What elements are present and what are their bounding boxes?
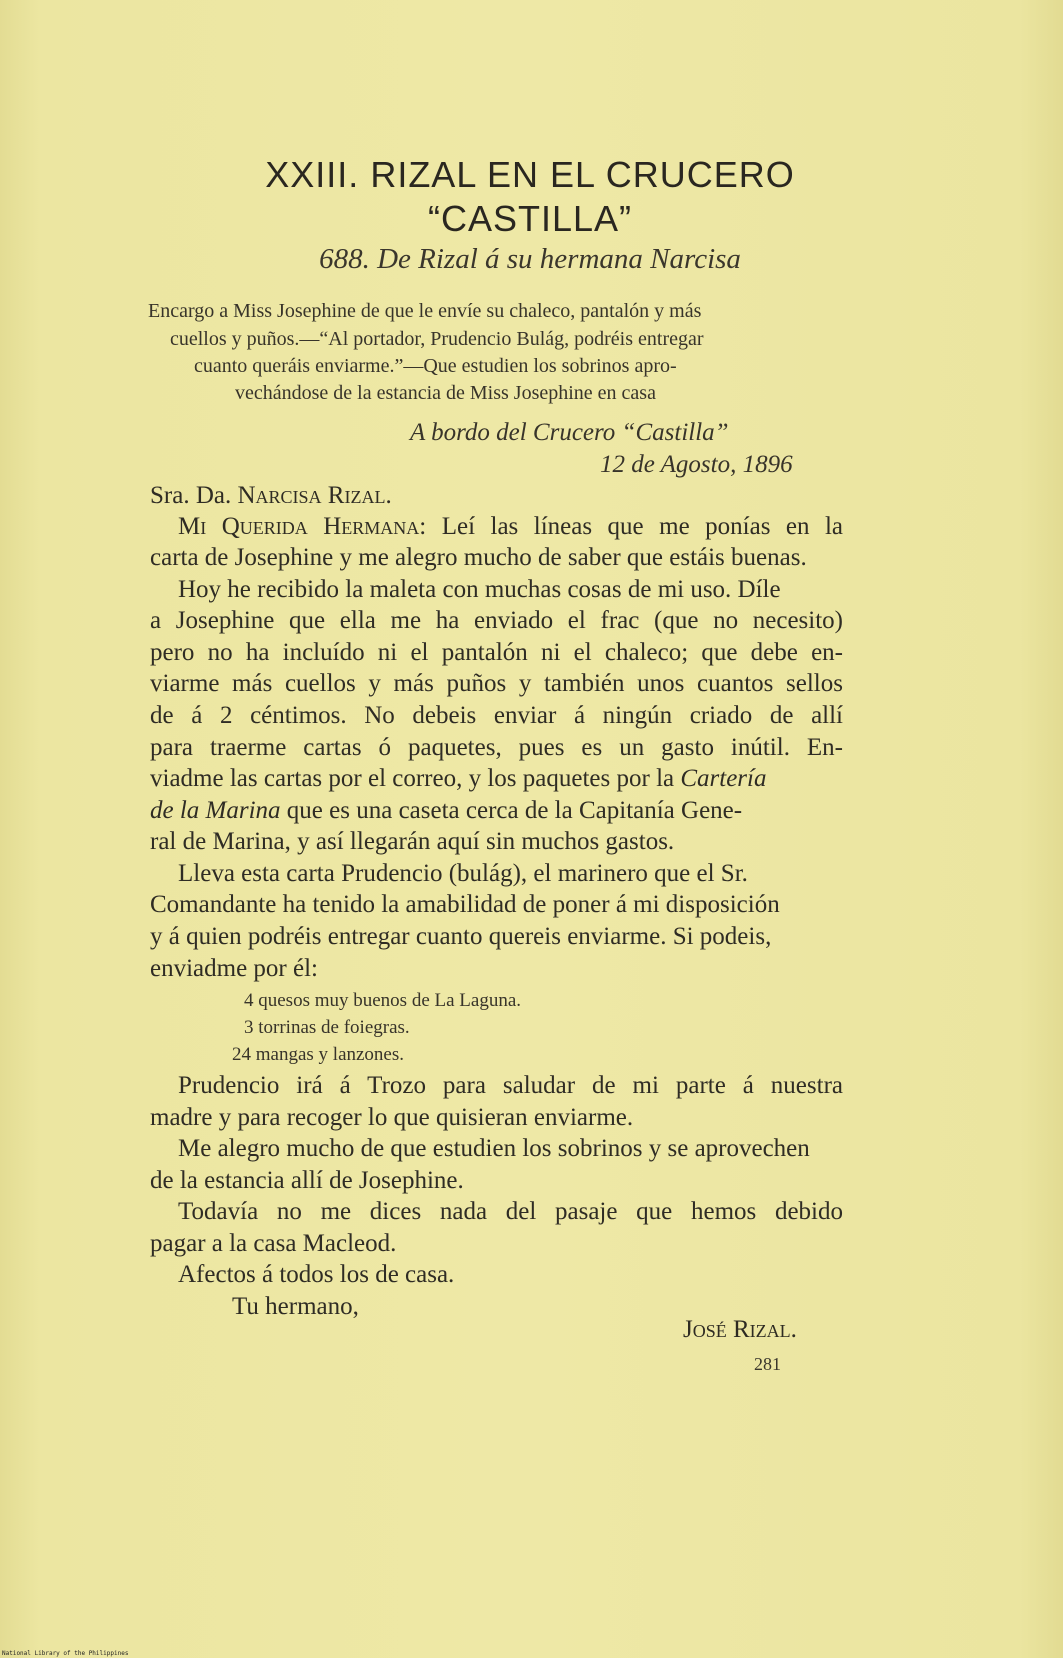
list-item <box>244 990 521 1012</box>
paragraph-2-line-6: para traerme cartas ó paquetes, pues es un gasto inútil. En- <box>150 734 843 761</box>
paragraph-2-line-7-text: viadme las cartas por el correo, y los paquetes por la <box>150 765 681 792</box>
summary-line-4: vechándose de la estancia de Miss Josephine en casa <box>235 382 656 404</box>
page-number: 281 <box>754 1354 781 1374</box>
paragraph-5-line-1: Me alegro mucho de que estudien los sobrinos y se aprovechen <box>178 1135 810 1162</box>
footer-credit: National Library of the Philippines <box>2 1650 129 1657</box>
list-item-text: mangas y lanzones. <box>255 1044 405 1065</box>
summary-line-1: Encargo a Miss Josephine de que le envíe su chaleco, pantalón y más <box>148 300 702 322</box>
signature: José Rizal. <box>683 1316 797 1343</box>
addressee <box>150 482 392 510</box>
list-item-qty: 3 <box>244 1017 254 1038</box>
paragraph-1-line-2: carta de Josephine y me alegro mucho de saber que estáis buenas. <box>150 544 807 571</box>
chapter-title-line-2: “CASTILLA” <box>427 198 633 239</box>
paragraph-1-line-1-text: : Leí las líneas que me ponías en la <box>419 513 844 540</box>
list-item <box>244 1017 410 1039</box>
paragraph-2-line-2: a Josephine que ella me ha enviado el frac (que no necesito) <box>150 607 843 634</box>
paragraph-6-line-2: pagar a la casa Macleod. <box>150 1230 397 1257</box>
paragraph-5-line-2: de la estancia allí de Josephine. <box>150 1167 464 1194</box>
paragraph-2-line-1: Hoy he recibido la maleta con muchas cosas de mi uso. Díle <box>178 576 781 603</box>
paragraph-2-line-4: viarme más cuellos y más puños y también unos cuantos sellos <box>150 670 843 697</box>
paragraph-3-line-3: y á quien podréis entregar cuanto quereis enviarme. Si podeis, <box>150 923 772 950</box>
list-item-text: torrinas de foiegras. <box>258 1017 410 1038</box>
paragraph-2-line-8 <box>150 797 742 825</box>
salutation: Mi Querida Hermana <box>178 513 420 540</box>
summary-line-3: cuanto queráis enviarme.”—Que estudien los sobrinos apro- <box>194 355 677 377</box>
list-item-text: quesos muy buenos de La Laguna. <box>258 990 522 1011</box>
list-item <box>232 1044 404 1066</box>
list-item-qty: 4 <box>244 990 254 1011</box>
paragraph-1-line-1 <box>150 513 843 541</box>
marina-italic: de la Marina <box>150 797 281 824</box>
letter-heading: 688. De Rizal á su hermana Narcisa <box>319 243 741 275</box>
paragraph-2-line-5: de á 2 céntimos. No debeis enviar á ningún criado de allí <box>150 702 843 729</box>
date-line: 12 de Agosto, 1896 <box>600 451 793 478</box>
paragraph-4-line-1: Prudencio irá á Trozo para saludar de mi parte á nuestra <box>178 1072 843 1099</box>
paragraph-3-line-4: enviadme por él: <box>150 955 318 982</box>
paragraph-2-line-7 <box>150 765 766 793</box>
paragraph-7-line-1: Afectos á todos los de casa. <box>178 1261 455 1288</box>
paragraph-3-line-2: Comandante ha tenido la amabilidad de poner á mi disposición <box>150 891 780 918</box>
paragraph-6-line-1: Todavía no me dices nada del pasaje que hemos debido <box>178 1198 843 1225</box>
list-item-qty: 24 <box>232 1044 251 1065</box>
paragraph-2-line-8-text: que es una caseta cerca de la Capitanía Gene- <box>280 797 743 824</box>
addressee-prefix: Sra. Da. <box>150 482 238 509</box>
paragraph-3-line-1: Lleva esta carta Prudencio (bulág), el marinero que el Sr. <box>178 860 748 887</box>
paragraph-4-line-2: madre y para recoger lo que quisieran enviarme. <box>150 1104 634 1131</box>
paragraph-2-line-3: pero no ha incluído ni el pantalón ni el chaleco; que debe en- <box>150 639 843 666</box>
place-line: A bordo del Crucero “Castilla” <box>410 419 729 446</box>
closing: Tu hermano, <box>232 1293 359 1320</box>
paragraph-2-line-9: ral de Marina, y así llegarán aquí sin muchos gastos. <box>150 828 675 855</box>
chapter-title-line-1: XXIII. RIZAL EN EL CRUCERO <box>265 154 795 195</box>
carteria-italic: Cartería <box>680 765 767 792</box>
addressee-name: Narcisa Rizal. <box>237 482 392 509</box>
summary-line-2: cuellos y puños.—“Al portador, Prudencio Bulág, podréis entregar <box>170 328 704 350</box>
